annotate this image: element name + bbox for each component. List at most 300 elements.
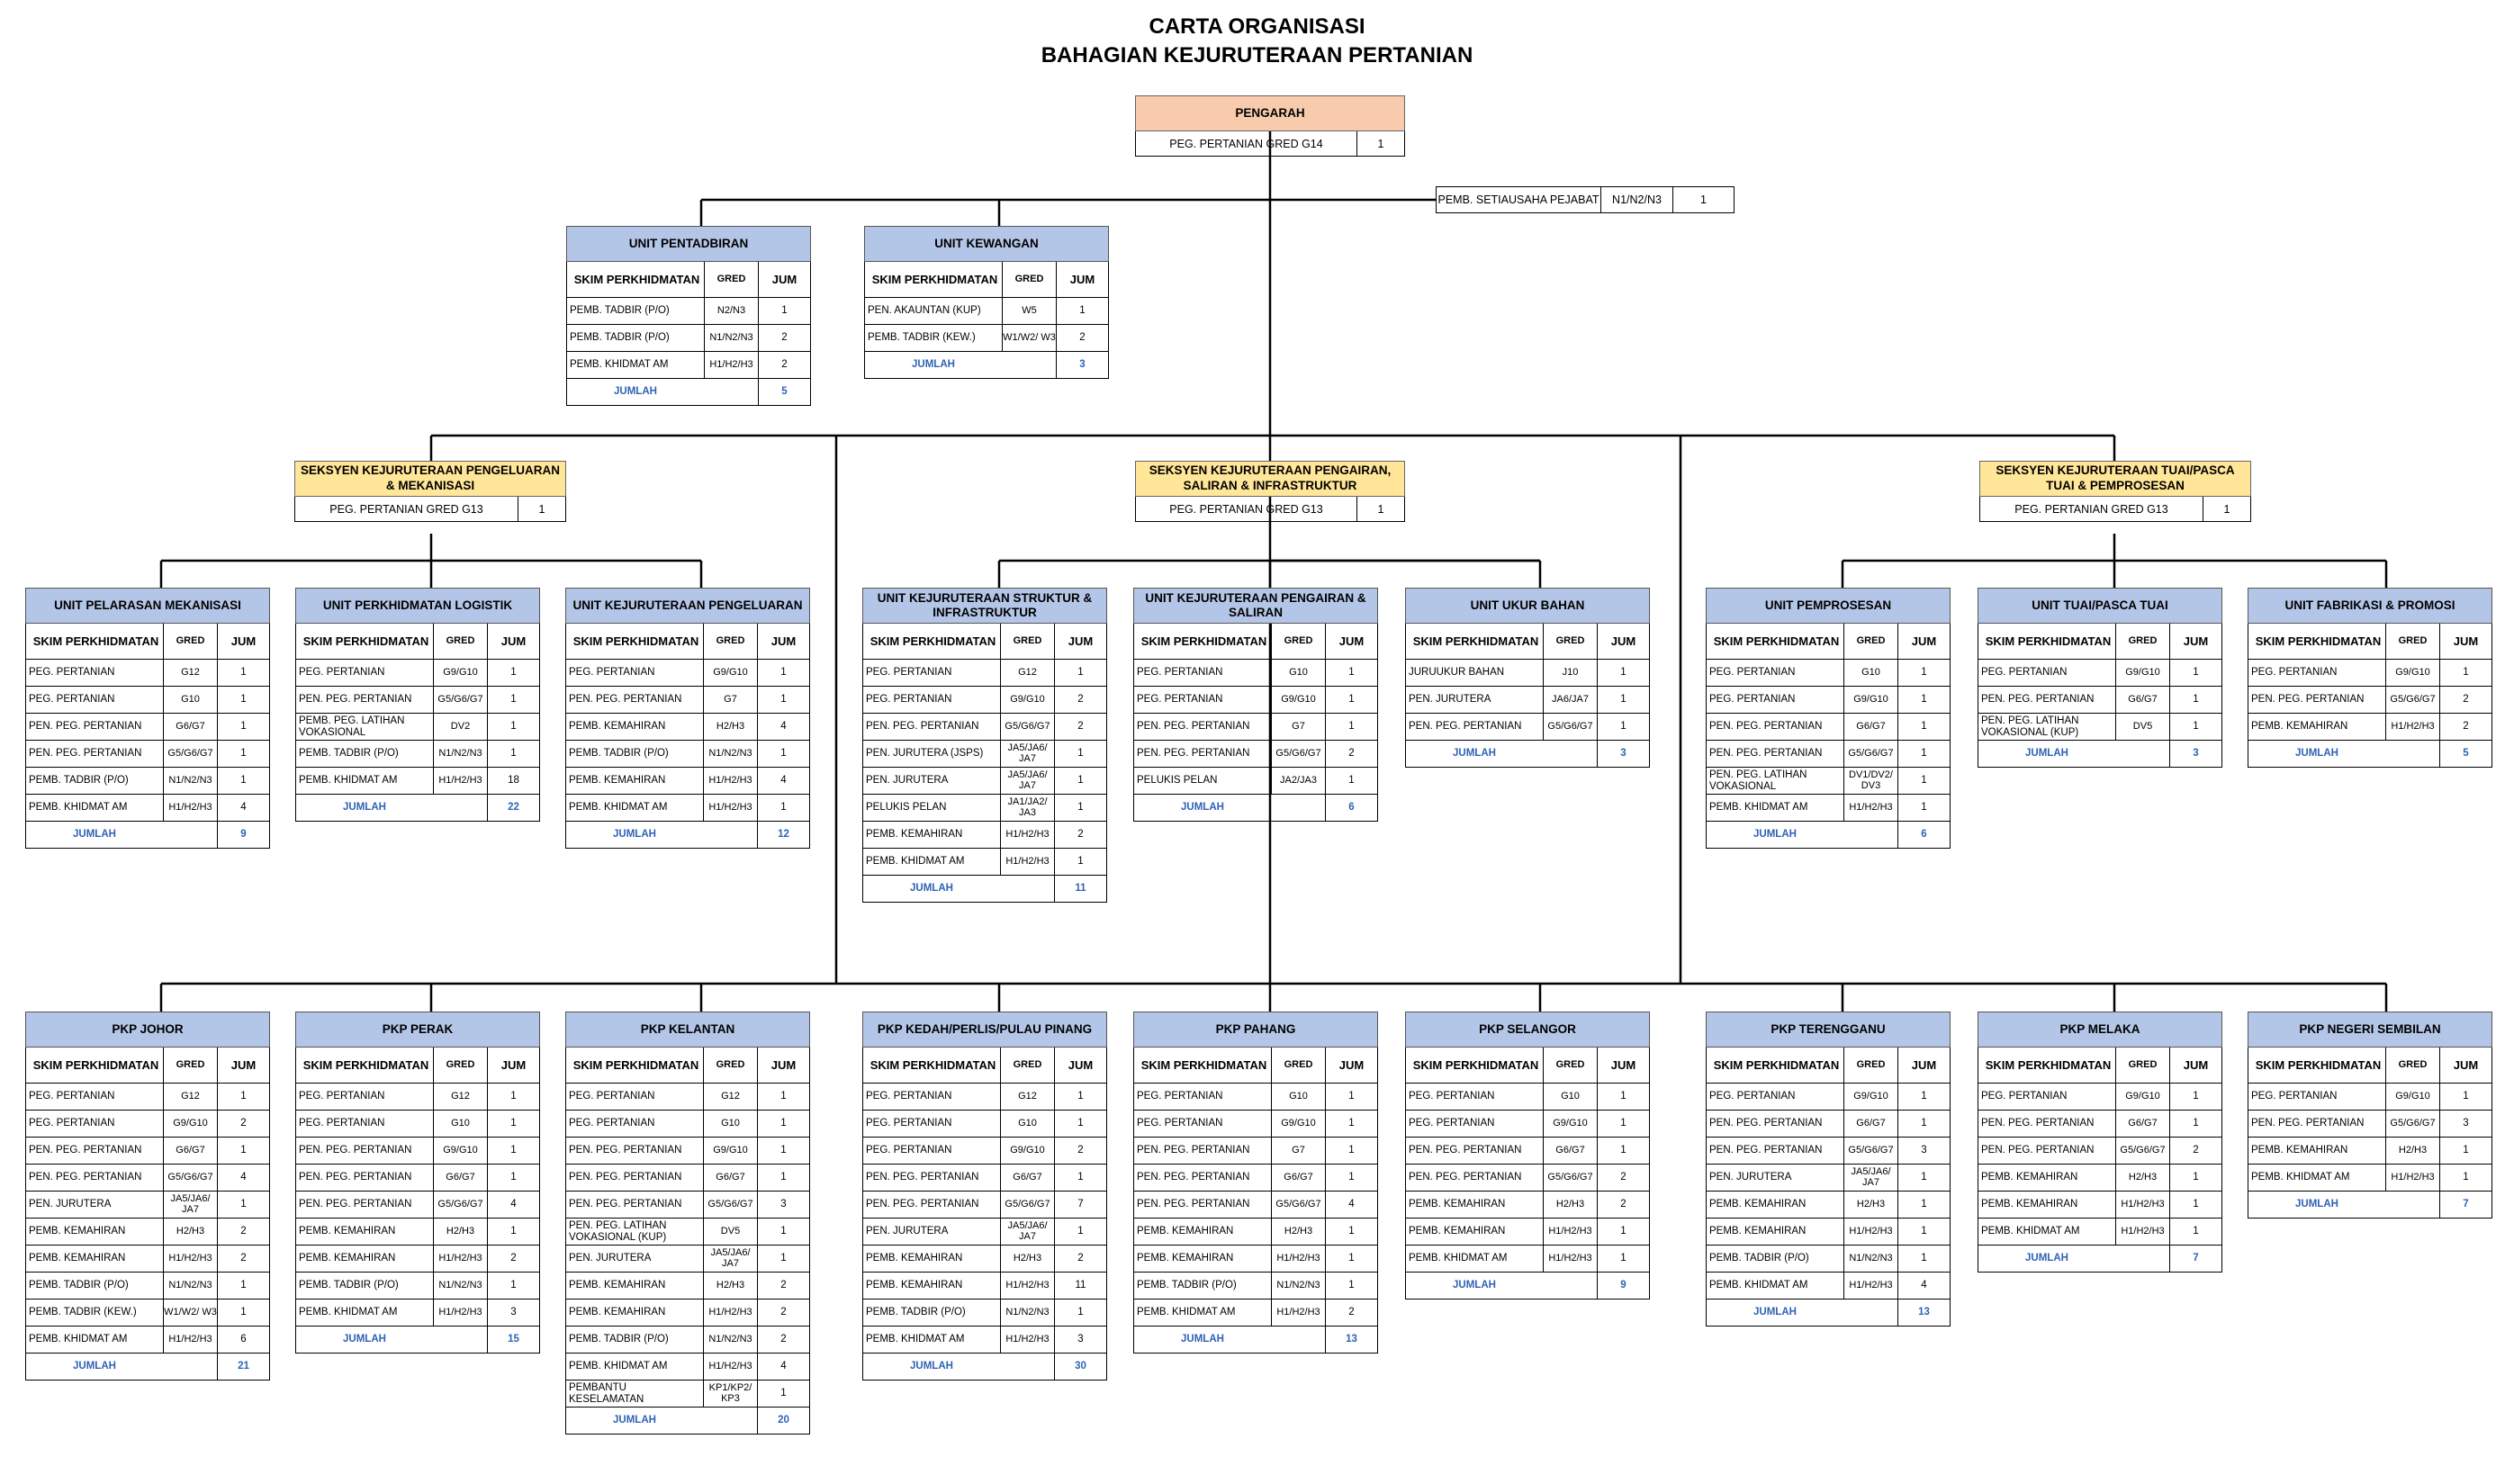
skim-cell: PEG. PERTANIAN	[866, 1118, 952, 1129]
header-jum: JUM	[757, 1048, 809, 1083]
jum-cell: 1	[1897, 1084, 1950, 1110]
skim-cell: PEMB. TADBIR (P/O)	[569, 1334, 669, 1345]
total-value: 5	[2439, 741, 2491, 767]
header-skim: SKIM PERKHIDMATAN	[1985, 1057, 2112, 1072]
jum-cell: 2	[1325, 1300, 1377, 1326]
skim-cell: PEG. PERTANIAN	[1137, 1118, 1223, 1129]
seksyen-post-row	[1979, 497, 2251, 522]
skim-cell: PEN. PEG. PERTANIAN	[29, 721, 142, 733]
total-value: 9	[1597, 1273, 1649, 1299]
jum-cell: 6	[217, 1327, 269, 1353]
gred-cell: H1/H2/H3	[703, 768, 757, 794]
gred-cell: G9/G10	[703, 660, 757, 686]
jum-cell: 1	[2169, 1111, 2221, 1137]
table-row	[1978, 1111, 2222, 1138]
jum-cell: 1	[1054, 1084, 1106, 1110]
gred-cell: G5/G6/G7	[1000, 1192, 1054, 1218]
table-row	[295, 1138, 540, 1165]
skim-cell: PEMB. KHIDMAT AM	[569, 802, 668, 814]
jum-cell: 4	[757, 1354, 809, 1380]
skim-cell: PEMB. KEMAHIRAN	[1709, 1199, 1807, 1210]
total-value: 3	[1597, 741, 1649, 767]
header-skim: SKIM PERKHIDMATAN	[1140, 634, 1267, 648]
skim-cell: PEMB. KEMAHIRAN	[2251, 1145, 2348, 1156]
jum-cell: 1	[217, 768, 269, 794]
skim-cell: PEMB. KHIDMAT AM	[570, 359, 669, 371]
jum-cell: 1	[487, 1111, 539, 1137]
table-header-row	[1133, 1048, 1378, 1084]
unit-title: PKP PERAK	[295, 1012, 540, 1048]
skim-cell: PEG. PERTANIAN	[299, 1118, 385, 1129]
gred-cell: N1/N2/N3	[1271, 1273, 1325, 1299]
total-row	[25, 1354, 270, 1381]
jum-cell: 2	[1054, 714, 1106, 740]
total-row	[1133, 1327, 1378, 1354]
table-row	[295, 1111, 540, 1138]
unit-table	[1706, 588, 1951, 849]
table-row	[566, 298, 811, 325]
table-row	[1706, 1084, 1951, 1111]
table-row	[565, 1192, 810, 1219]
header-gred: GRED	[1843, 1048, 1897, 1083]
total-spacer	[163, 822, 217, 848]
gred-cell: G5/G6/G7	[163, 741, 217, 767]
gred-cell: G5/G6/G7	[433, 687, 487, 713]
jum-cell: 1	[1054, 768, 1106, 794]
jum-cell: 1	[1325, 768, 1377, 794]
skim-cell: PEMB. TADBIR (P/O)	[1709, 1253, 1809, 1264]
header-gred: GRED	[433, 624, 487, 659]
unit-table	[1405, 1012, 1650, 1300]
jum-cell: 1	[1897, 795, 1950, 821]
table-row	[1405, 1084, 1650, 1111]
chart-title-line1: CARTA ORGANISASI	[1149, 14, 1365, 39]
jum-cell: 1	[1897, 1219, 1950, 1245]
gred-cell: G5/G6/G7	[433, 1192, 487, 1218]
jum-cell: 1	[1597, 1219, 1649, 1245]
jum-cell: 1	[1597, 660, 1649, 686]
jum-cell: 2	[487, 1246, 539, 1272]
header-skim: SKIM PERKHIDMATAN	[572, 1057, 699, 1072]
table-row	[1405, 660, 1650, 687]
total-spacer	[2115, 1246, 2169, 1272]
header-gred: GRED	[1000, 624, 1054, 659]
skim-cell: PEN. PEG. LATIHAN VOKASIONAL	[1709, 769, 1807, 792]
table-header-row	[2248, 624, 2492, 660]
total-label: JUMLAH	[343, 802, 386, 814]
gred-cell: H1/H2/H3	[2115, 1219, 2169, 1245]
jum-cell: 1	[2439, 1165, 2491, 1191]
jum-cell: 1	[757, 1138, 809, 1164]
table-row	[295, 1084, 540, 1111]
skim-cell: PEMB. PEG. LATIHAN VOKASIONAL	[299, 715, 405, 738]
total-spacer	[2385, 1192, 2439, 1218]
unit-title: UNIT FABRIKASI & PROMOSI	[2248, 588, 2492, 624]
gred-cell: DV5	[703, 1219, 757, 1245]
header-jum: JUM	[1054, 624, 1106, 659]
table-row	[862, 687, 1107, 714]
table-row	[1133, 1219, 1378, 1246]
total-spacer	[1271, 795, 1325, 821]
gred-cell: G7	[1271, 714, 1325, 740]
jum-cell: 11	[1054, 1273, 1106, 1299]
pengarah-title: PENGARAH	[1135, 95, 1405, 131]
total-row	[1405, 741, 1650, 768]
table-row	[1133, 1192, 1378, 1219]
jum-cell: 1	[1597, 687, 1649, 713]
gred-cell: G5/G6/G7	[2385, 687, 2439, 713]
unit-table	[864, 226, 1109, 379]
jum-cell: 1	[1325, 1165, 1377, 1191]
total-spacer	[1843, 1300, 1897, 1326]
table-header-row	[1978, 1048, 2222, 1084]
gred-cell: N1/N2/N3	[163, 768, 217, 794]
unit-table	[565, 1012, 810, 1435]
table-header-row	[864, 262, 1109, 298]
total-label: JUMLAH	[1753, 1307, 1797, 1318]
total-row	[2248, 1192, 2492, 1219]
table-row	[1978, 1084, 2222, 1111]
jum-cell: 1	[1597, 1246, 1649, 1272]
gred-cell: G9/G10	[1000, 1138, 1054, 1164]
total-value: 7	[2169, 1246, 2221, 1272]
skim-cell: PEMB. KEMAHIRAN	[1409, 1226, 1506, 1237]
jum-cell: 2	[757, 1273, 809, 1299]
gred-cell: G9/G10	[2115, 1084, 2169, 1110]
gred-cell: G5/G6/G7	[2115, 1138, 2169, 1164]
skim-cell: PEN. PEG. LATIHAN VOKASIONAL (KUP)	[569, 1220, 667, 1243]
header-gred: GRED	[1543, 1048, 1597, 1083]
table-row	[1405, 1246, 1650, 1273]
unit-title: UNIT KEWANGAN	[864, 226, 1109, 262]
gred-cell: G10	[1843, 660, 1897, 686]
gred-cell: JA1/JA2/ JA3	[1000, 795, 1054, 821]
table-row	[25, 1165, 270, 1192]
table-row	[1706, 1219, 1951, 1246]
jum-cell: 1	[1325, 714, 1377, 740]
skim-cell: PEN. PEG. PERTANIAN	[1137, 748, 1250, 760]
table-row	[1133, 1165, 1378, 1192]
jum-cell: 1	[757, 1084, 809, 1110]
gred-cell: G12	[163, 660, 217, 686]
skim-cell: PEMB. KEMAHIRAN	[866, 829, 963, 841]
skim-cell: PEN. PEG. PERTANIAN	[866, 721, 979, 733]
total-label: JUMLAH	[1453, 748, 1496, 760]
skim-cell: PEMB. KHIDMAT AM	[299, 1307, 398, 1318]
gred-cell: DV1/DV2/ DV3	[1843, 768, 1897, 794]
header-gred: GRED	[704, 262, 758, 297]
gred-cell: H1/H2/H3	[704, 352, 758, 378]
table-row	[864, 325, 1109, 352]
gred-cell: H1/H2/H3	[1843, 1219, 1897, 1245]
table-row	[25, 660, 270, 687]
total-row	[295, 795, 540, 822]
total-row	[565, 822, 810, 849]
jum-cell: 2	[1054, 687, 1106, 713]
jum-cell: 2	[1597, 1192, 1649, 1218]
skim-cell: PEG. PERTANIAN	[1137, 694, 1223, 706]
header-jum: JUM	[2439, 624, 2491, 659]
gred-cell: G9/G10	[1843, 687, 1897, 713]
table-header-row	[566, 262, 811, 298]
table-row	[565, 1300, 810, 1327]
jum-cell: 1	[1056, 298, 1108, 324]
unit-title: UNIT UKUR BAHAN	[1405, 588, 1650, 624]
skim-cell: PEG. PERTANIAN	[866, 694, 952, 706]
jum-cell: 1	[757, 741, 809, 767]
skim-cell: PEN. PEG. PERTANIAN	[299, 1172, 412, 1183]
skim-cell: PEMB. KEMAHIRAN	[1981, 1199, 2078, 1210]
table-row	[1978, 687, 2222, 714]
seksyen-post-row	[1135, 497, 1405, 522]
skim-cell: PEMB. KEMAHIRAN	[569, 1307, 666, 1318]
gred-cell: G9/G10	[433, 1138, 487, 1164]
table-row	[1706, 795, 1951, 822]
gred-cell: H1/H2/H3	[1000, 1273, 1054, 1299]
skim-cell: PEMB. KEMAHIRAN	[1137, 1253, 1234, 1264]
skim-cell: PEN. JURUTERA	[866, 775, 949, 787]
header-skim: SKIM PERKHIDMATAN	[1140, 1057, 1267, 1072]
jum-cell: 1	[487, 1138, 539, 1164]
gred-cell: JA2/JA3	[1271, 768, 1325, 794]
gred-cell: G7	[1271, 1138, 1325, 1164]
unit-table	[1706, 1012, 1951, 1327]
header-jum: JUM	[1597, 624, 1649, 659]
gred-cell: N1/N2/N3	[704, 325, 758, 351]
jum-cell: 1	[217, 741, 269, 767]
header-skim: SKIM PERKHIDMATAN	[871, 272, 998, 286]
total-label: JUMLAH	[73, 1361, 116, 1372]
gred-cell: H1/H2/H3	[1000, 849, 1054, 875]
table-row	[862, 1273, 1107, 1300]
skim-cell: PEMB. TADBIR (P/O)	[299, 1280, 399, 1291]
gred-cell: H1/H2/H3	[1271, 1300, 1325, 1326]
seksyen-title: SEKSYEN KEJURUTERAAN TUAI/PASCA TUAI & PEMPROSESAN	[1979, 461, 2251, 497]
total-spacer	[1843, 822, 1897, 848]
table-row	[1706, 687, 1951, 714]
jum-cell: 1	[2439, 660, 2491, 686]
table-row	[1133, 741, 1378, 768]
jum-cell: 1	[1897, 687, 1950, 713]
unit-table	[862, 1012, 1107, 1381]
jum-cell: 2	[1325, 741, 1377, 767]
total-label: JUMLAH	[613, 1415, 656, 1426]
table-row	[862, 1246, 1107, 1273]
gred-cell: G10	[1271, 1084, 1325, 1110]
gred-cell: G12	[1000, 660, 1054, 686]
seksyen-count: 1	[1377, 502, 1384, 516]
gred-cell: W5	[1002, 298, 1056, 324]
header-skim: SKIM PERKHIDMATAN	[2255, 634, 2382, 648]
skim-cell: PEG. PERTANIAN	[866, 1091, 952, 1102]
gred-cell: H1/H2/H3	[703, 1300, 757, 1326]
skim-cell: PEMB. KHIDMAT AM	[29, 802, 128, 814]
table-row	[566, 325, 811, 352]
table-row	[1978, 1219, 2222, 1246]
skim-cell: PEMB. TADBIR (P/O)	[570, 332, 670, 344]
total-label: JUMLAH	[1453, 1280, 1496, 1291]
table-row	[1978, 1138, 2222, 1165]
skim-cell: PEMB. KHIDMAT AM	[866, 856, 965, 868]
table-row	[1978, 1165, 2222, 1192]
total-row	[1405, 1273, 1650, 1300]
jum-cell: 1	[487, 1165, 539, 1191]
unit-table	[1133, 1012, 1378, 1354]
total-value: 15	[487, 1327, 539, 1353]
skim-cell: PEN. PEG. PERTANIAN	[569, 1172, 682, 1183]
table-row	[1405, 1219, 1650, 1246]
jum-cell: 2	[757, 1300, 809, 1326]
unit-title: UNIT PENTADBIRAN	[566, 226, 811, 262]
jum-cell: 1	[1325, 1138, 1377, 1164]
gred-cell: N1/N2/N3	[163, 1273, 217, 1299]
pengarah-post-row	[1135, 131, 1405, 157]
table-header-row	[1706, 1048, 1951, 1084]
seksyen-title: SEKSYEN KEJURUTERAAN PENGELUARAN & MEKANISASI	[294, 461, 566, 497]
skim-cell: PEN. PEG. PERTANIAN	[866, 1199, 979, 1210]
gred-cell: G6/G7	[1843, 714, 1897, 740]
jum-cell: 1	[217, 1300, 269, 1326]
table-header-row	[1978, 624, 2222, 660]
skim-cell: PEMB. KHIDMAT AM	[2251, 1172, 2350, 1183]
total-row	[1706, 1300, 1951, 1327]
table-row	[295, 1219, 540, 1246]
jum-cell: 1	[1054, 1111, 1106, 1137]
skim-cell: PEN. JURUTERA	[1409, 694, 1491, 706]
gred-cell: G9/G10	[433, 660, 487, 686]
total-row	[862, 876, 1107, 903]
seksyen-title: SEKSYEN KEJURUTERAAN PENGAIRAN, SALIRAN & INFRASTRUKTUR	[1135, 461, 1405, 497]
table-row	[862, 1300, 1107, 1327]
gred-cell: JA5/JA6/ JA7	[1000, 768, 1054, 794]
skim-cell: PEG. PERTANIAN	[1981, 667, 2068, 679]
jum-cell: 1	[487, 1219, 539, 1245]
gred-cell: G10	[1271, 660, 1325, 686]
unit-title: UNIT PERKHIDMATAN LOGISTIK	[295, 588, 540, 624]
header-gred: GRED	[1543, 624, 1597, 659]
header-gred: GRED	[703, 624, 757, 659]
unit-title: PKP KEDAH/PERLIS/PULAU PINANG	[862, 1012, 1107, 1048]
table-row	[25, 1084, 270, 1111]
jum-cell: 1	[1054, 1219, 1106, 1245]
jum-cell: 1	[757, 687, 809, 713]
header-gred: GRED	[163, 1048, 217, 1083]
total-label: JUMLAH	[1753, 829, 1797, 841]
table-row	[565, 1381, 810, 1408]
table-row	[1405, 1111, 1650, 1138]
skim-cell: PEMB. TADBIR (KEW.)	[29, 1307, 137, 1318]
gred-cell: G6/G7	[2115, 687, 2169, 713]
table-row	[862, 849, 1107, 876]
gred-cell: G6/G7	[1271, 1165, 1325, 1191]
table-row	[862, 822, 1107, 849]
gred-cell: G5/G6/G7	[703, 1192, 757, 1218]
skim-cell: PEMB. KHIDMAT AM	[1709, 802, 1808, 814]
table-row	[295, 660, 540, 687]
header-jum: JUM	[2439, 1048, 2491, 1083]
table-row	[2248, 1084, 2492, 1111]
gred-cell: G6/G7	[2115, 1111, 2169, 1137]
skim-cell: PEN. PEG. PERTANIAN	[2251, 694, 2365, 706]
gred-cell: H2/H3	[703, 714, 757, 740]
jum-cell: 1	[1897, 741, 1950, 767]
gred-cell: H1/H2/H3	[1000, 822, 1054, 848]
jum-cell: 2	[217, 1111, 269, 1137]
header-jum: JUM	[217, 624, 269, 659]
gred-cell: G10	[1543, 1084, 1597, 1110]
total-label: JUMLAH	[1181, 1334, 1224, 1345]
gred-cell: N1/N2/N3	[1843, 1246, 1897, 1272]
table-header-row	[25, 1048, 270, 1084]
total-label: JUMLAH	[614, 386, 657, 398]
total-value: 5	[758, 379, 810, 405]
setiausaha-count: 1	[1672, 187, 1734, 212]
gred-cell: H1/H2/H3	[1543, 1246, 1597, 1272]
header-jum: JUM	[1325, 624, 1377, 659]
total-value: 21	[217, 1354, 269, 1380]
table-row	[1978, 660, 2222, 687]
table-header-row	[1706, 624, 1951, 660]
jum-cell: 1	[1597, 1138, 1649, 1164]
gred-cell: G6/G7	[1000, 1165, 1054, 1191]
header-jum: JUM	[2169, 1048, 2221, 1083]
header-skim: SKIM PERKHIDMATAN	[1713, 1057, 1840, 1072]
skim-cell: PEMB. KEMAHIRAN	[299, 1253, 396, 1264]
unit-table	[1405, 588, 1650, 768]
total-spacer	[1000, 876, 1054, 902]
header-skim: SKIM PERKHIDMATAN	[573, 272, 700, 286]
gred-cell: G12	[703, 1084, 757, 1110]
header-gred: GRED	[1000, 1048, 1054, 1083]
gred-cell: H1/H2/H3	[2385, 714, 2439, 740]
total-label: JUMLAH	[910, 1361, 953, 1372]
table-row	[25, 741, 270, 768]
skim-cell: PEN. PEG. PERTANIAN	[299, 694, 412, 706]
gred-cell: G9/G10	[1000, 687, 1054, 713]
gred-cell: G5/G6/G7	[1843, 1138, 1897, 1164]
total-label: JUMLAH	[1181, 802, 1224, 814]
setiausaha-box	[1436, 186, 1735, 213]
seksyen-post: PEG. PERTANIAN GRED G13	[1980, 497, 2203, 521]
gred-cell: G5/G6/G7	[1543, 714, 1597, 740]
jum-cell: 2	[217, 1246, 269, 1272]
unit-table	[1978, 588, 2222, 768]
jum-cell: 1	[1054, 1300, 1106, 1326]
table-row	[862, 1084, 1107, 1111]
total-row	[25, 822, 270, 849]
total-spacer	[433, 1327, 487, 1353]
gred-cell: H2/H3	[2385, 1138, 2439, 1164]
skim-cell: PEMB. KHIDMAT AM	[866, 1334, 965, 1345]
table-header-row	[2248, 1048, 2492, 1084]
header-jum: JUM	[757, 624, 809, 659]
header-skim: SKIM PERKHIDMATAN	[302, 634, 429, 648]
jum-cell: 2	[1597, 1165, 1649, 1191]
jum-cell: 1	[2169, 1192, 2221, 1218]
total-value: 3	[1056, 352, 1108, 378]
jum-cell: 3	[1897, 1138, 1950, 1164]
unit-title: UNIT TUAI/PASCA TUAI	[1978, 588, 2222, 624]
table-row	[295, 768, 540, 795]
jum-cell: 2	[1054, 1138, 1106, 1164]
total-spacer	[2385, 741, 2439, 767]
header-gred: GRED	[1002, 262, 1056, 297]
header-jum: JUM	[487, 624, 539, 659]
header-gred: GRED	[2115, 1048, 2169, 1083]
skim-cell: JURUUKUR BAHAN	[1409, 667, 1505, 679]
gred-cell: H1/H2/H3	[1843, 795, 1897, 821]
skim-cell: PEG. PERTANIAN	[29, 694, 115, 706]
